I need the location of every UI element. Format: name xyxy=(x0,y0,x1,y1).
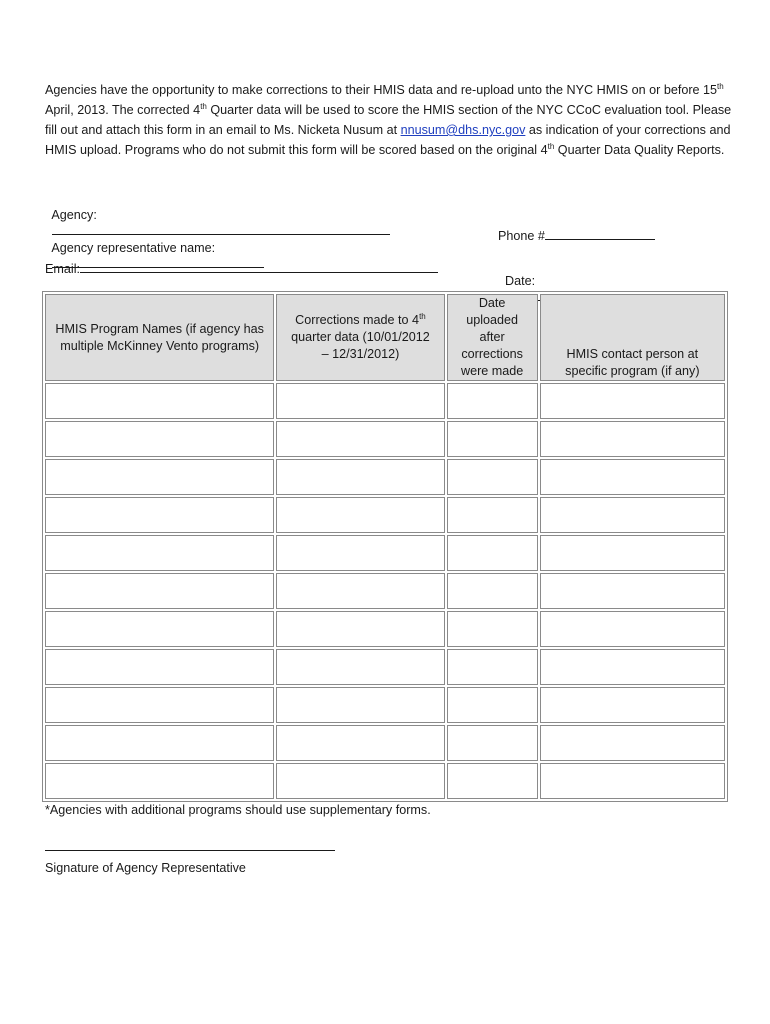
program-names-header: HMIS Program Names (if agency has multiple McKinney Vento programs) xyxy=(45,294,274,381)
intro-text-3: Quarter data will be used to score the HMIS section of the NYC CCoC evaluation tool. Please fill out and attach this form in an email to Ms. Nicketa Nusum at xyxy=(45,103,732,137)
table-cell[interactable] xyxy=(540,573,725,609)
ordinal-suffix: th xyxy=(547,141,555,151)
table-cell[interactable] xyxy=(45,535,274,571)
table-cell[interactable] xyxy=(45,459,274,495)
table-row xyxy=(45,763,725,799)
table-cell[interactable] xyxy=(276,421,444,457)
table-cell[interactable] xyxy=(447,497,538,533)
table-cell[interactable] xyxy=(447,573,538,609)
table-row xyxy=(45,497,725,533)
table-cell[interactable] xyxy=(540,611,725,647)
table-cell[interactable] xyxy=(276,611,444,647)
corrections-table xyxy=(42,291,728,802)
table-row xyxy=(45,421,725,457)
corrections-header-text: Corrections made to 4 xyxy=(295,313,420,327)
date-uploaded-header: Date uploaded after corrections were made xyxy=(447,294,538,381)
table-row xyxy=(45,649,725,685)
intro-text-5: Quarter Data Quality Reports. xyxy=(554,143,725,157)
table-cell[interactable] xyxy=(447,649,538,685)
table-cell[interactable] xyxy=(540,421,725,457)
table-row xyxy=(45,611,725,647)
supplementary-forms-note: *Agencies with additional programs should use supplementary forms. xyxy=(45,803,431,817)
table-cell[interactable] xyxy=(276,649,444,685)
table-cell[interactable] xyxy=(540,687,725,723)
table-cell[interactable] xyxy=(447,687,538,723)
table-cell[interactable] xyxy=(276,573,444,609)
table-cell[interactable] xyxy=(45,687,274,723)
table-cell[interactable] xyxy=(276,459,444,495)
phone-input-line[interactable] xyxy=(545,227,655,240)
signature-line[interactable] xyxy=(45,850,335,851)
table-body xyxy=(45,383,725,799)
table-row xyxy=(45,725,725,761)
corrections-header xyxy=(276,294,444,381)
intro-text-2: April, 2013. The corrected 4 xyxy=(45,103,201,117)
table-cell[interactable] xyxy=(447,421,538,457)
table-cell[interactable] xyxy=(540,649,725,685)
table-cell[interactable] xyxy=(447,383,538,419)
signature-label: Signature of Agency Representative xyxy=(45,861,246,875)
table-cell[interactable] xyxy=(447,535,538,571)
phone-label: Phone # xyxy=(498,229,545,243)
table-cell[interactable] xyxy=(447,611,538,647)
table-cell[interactable] xyxy=(276,763,444,799)
email-input-line[interactable] xyxy=(80,260,438,273)
table-row xyxy=(45,535,725,571)
table-cell[interactable] xyxy=(276,497,444,533)
table-cell[interactable] xyxy=(540,725,725,761)
table-cell[interactable] xyxy=(276,535,444,571)
phone-field xyxy=(498,227,655,243)
table-cell[interactable] xyxy=(45,763,274,799)
table-row xyxy=(45,383,725,419)
contact-person-header: HMIS contact person at specific program (if any) xyxy=(540,294,725,381)
email-label: Email: xyxy=(45,262,80,276)
corrections-header-text-2: quarter data (10/01/2012 – 12/31/2012) xyxy=(291,330,430,361)
table-cell[interactable] xyxy=(447,459,538,495)
intro-text-1: Agencies have the opportunity to make corrections to their HMIS data and re-upload unto the NYC HMIS on or before 15 xyxy=(45,83,718,97)
table-cell[interactable] xyxy=(45,573,274,609)
table-header-row xyxy=(45,294,725,381)
table-cell[interactable] xyxy=(540,535,725,571)
table-cell[interactable] xyxy=(45,421,274,457)
table-cell[interactable] xyxy=(45,725,274,761)
table-cell[interactable] xyxy=(45,649,274,685)
instructions-paragraph xyxy=(45,80,735,160)
table-cell[interactable] xyxy=(540,459,725,495)
table-cell[interactable] xyxy=(276,687,444,723)
table-cell[interactable] xyxy=(447,763,538,799)
date-label: Date: xyxy=(505,274,536,288)
table-cell[interactable] xyxy=(45,383,274,419)
ordinal-suffix: th xyxy=(200,101,207,111)
agency-label: Agency: xyxy=(51,208,97,222)
email-field xyxy=(45,260,438,276)
table-cell[interactable] xyxy=(447,725,538,761)
email-link[interactable]: nnusum@dhs.nyc.gov xyxy=(400,123,526,137)
rep-name-label: Agency representative name: xyxy=(51,241,216,255)
table-cell[interactable] xyxy=(276,383,444,419)
table-cell[interactable] xyxy=(276,725,444,761)
table-row xyxy=(45,687,725,723)
table-cell[interactable] xyxy=(45,611,274,647)
intro-text-4: as indication of your corrections and HMIS upload. Programs who do not submit this form will be scored based on the original 4 xyxy=(45,123,731,157)
table-cell[interactable] xyxy=(45,497,274,533)
table-cell[interactable] xyxy=(540,763,725,799)
table-cell[interactable] xyxy=(540,497,725,533)
ordinal-suffix: th xyxy=(419,311,426,321)
table-cell[interactable] xyxy=(540,383,725,419)
table-row xyxy=(45,573,725,609)
ordinal-suffix: th xyxy=(717,81,724,91)
table-row xyxy=(45,459,725,495)
